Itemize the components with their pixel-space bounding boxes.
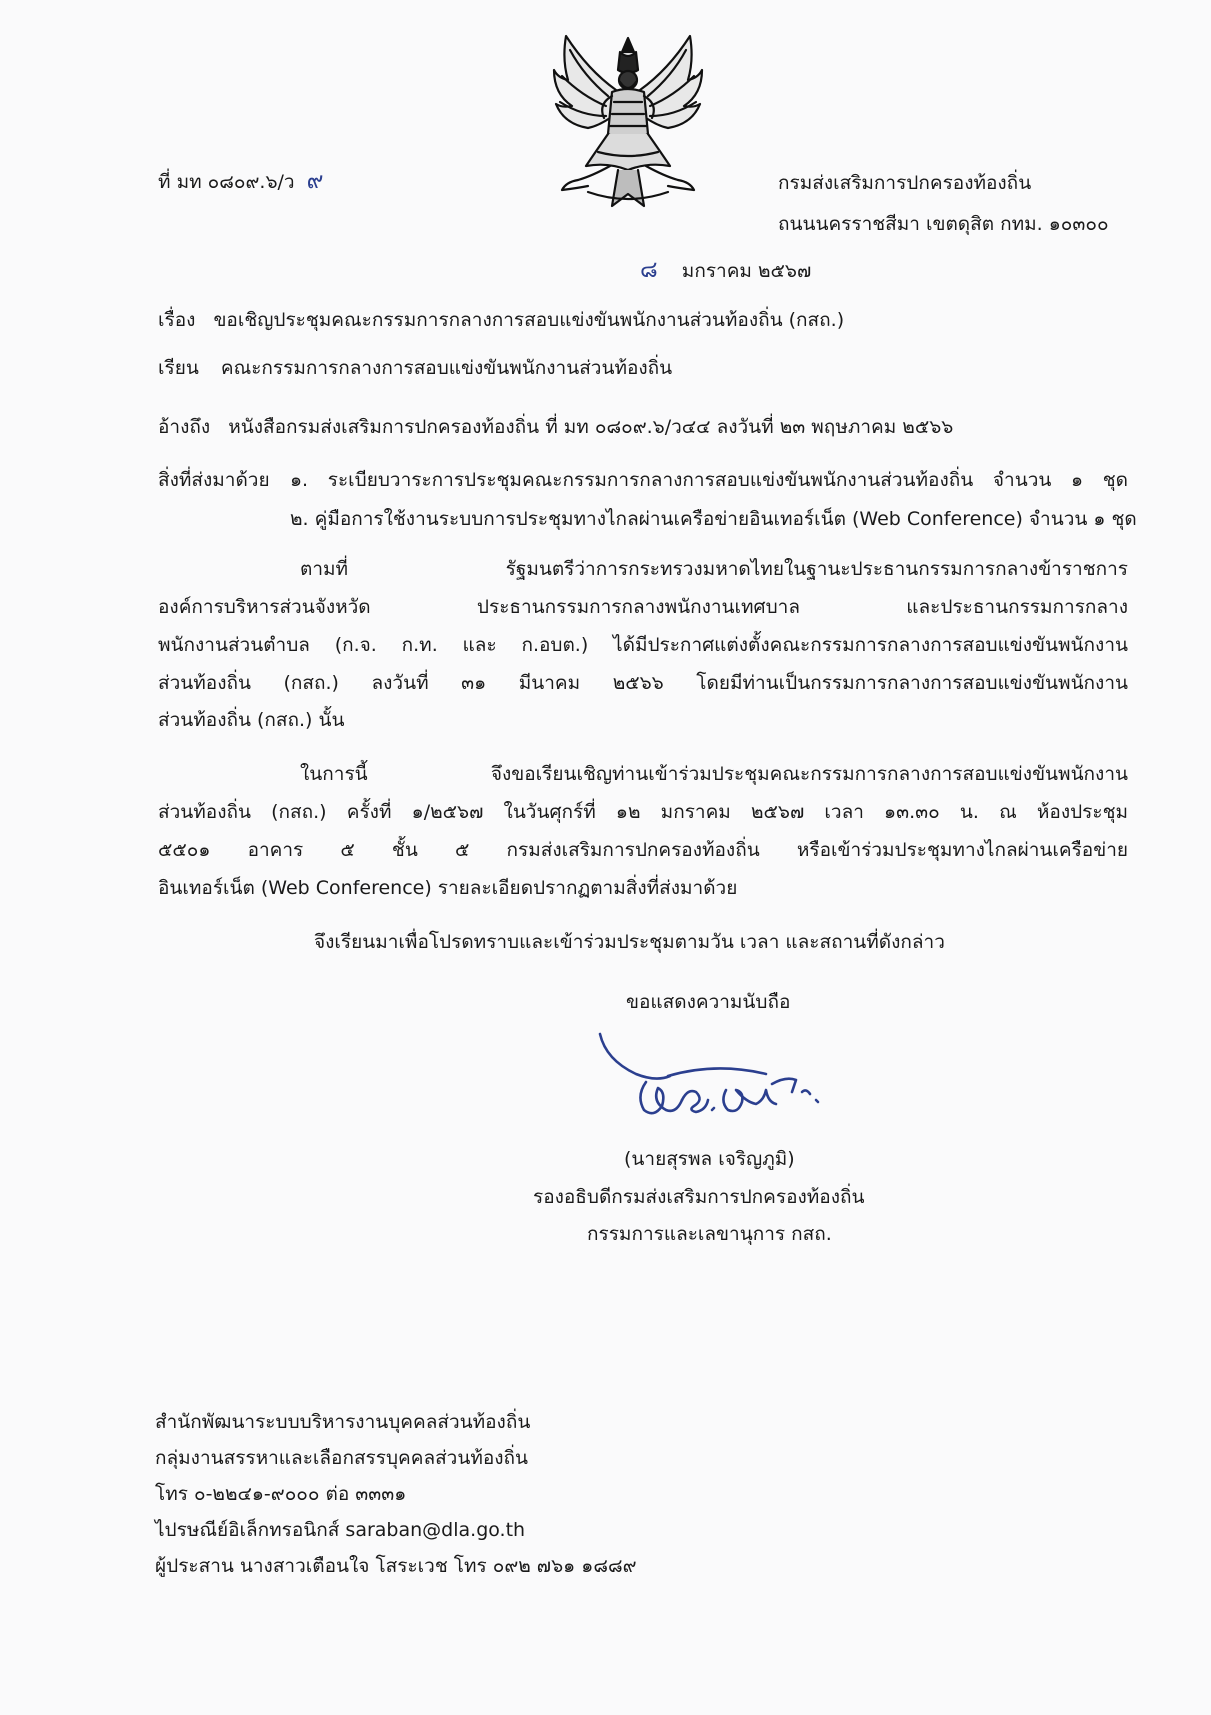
org-name: กรมส่งเสริมการปกครองท้องถิ่น [778, 172, 1032, 194]
reference-label: อ้างถึง [158, 416, 211, 438]
subject-line [158, 308, 844, 334]
footer-group: กลุ่มงานสรรหาและเลือกสรรบุคคลส่วนท้องถิ่น [155, 1447, 529, 1469]
paragraph-1-line: ตามที่ รัฐมนตรีว่าการกระทรวงมหาดไทยในฐานะประธานกรรมการกลางข้าราชการ [300, 558, 1128, 580]
subject-label: เรื่อง [158, 309, 196, 331]
recipient-line [158, 356, 672, 382]
garuda-emblem-icon [548, 30, 708, 215]
signer-position: รองอธิบดีกรมส่งเสริมการปกครองท้องถิ่น [533, 1186, 865, 1208]
letter-date [640, 255, 811, 286]
handwritten-signature-icon [596, 1030, 836, 1120]
org-address: ถนนนครราชสีมา เขตดุสิต กทม. ๑๐๓๐๐ [778, 213, 1109, 235]
signer-role: กรรมการและเลขานุการ กสถ. [587, 1223, 832, 1245]
reference-number [158, 166, 324, 197]
paragraph-1-line: พนักงานส่วนตำบล (ก.จ. ก.ท. และ ก.อบต.) ได้มีประกาศแต่งตั้งคณะกรรมการกลางการสอบแข่งขันพนักงาน [158, 634, 1128, 656]
paragraph-2-line: ส่วนท้องถิ่น (กสถ.) ครั้งที่ ๑/๒๕๖๗ ในวันศุกร์ที่ ๑๒ มกราคม ๒๕๖๗ เวลา ๑๓.๓๐ น. ณ ห้องประชุม [158, 801, 1128, 823]
enclosure-item: ๑. ระเบียบวาระการประชุมคณะกรรมการกลางการสอบแข่งขันพนักงานส่วนท้องถิ่น จำนวน ๑ ชุด [290, 469, 1128, 491]
recipient-label: เรียน [158, 357, 199, 379]
paragraph-3: จึงเรียนมาเพื่อโปรดทราบและเข้าร่วมประชุมตามวัน เวลา และสถานที่ดังกล่าว [314, 931, 945, 953]
footer-email: ไปรษณีย์อิเล็กทรอนิกส์ saraban@dla.go.th [155, 1519, 526, 1541]
reference-number-handwritten: ๙ [306, 168, 324, 194]
paragraph-1-line: ส่วนท้องถิ่น (กสถ.) ลงวันที่ ๓๑ มีนาคม ๒๕๖๖ โดยมีท่านเป็นกรรมการกลางการสอบแข่งขันพนักงาน [158, 672, 1128, 694]
recipient-text: คณะกรรมการกลางการสอบแข่งขันพนักงานส่วนท้องถิ่น [220, 357, 673, 379]
paragraph-2-line: อินเทอร์เน็ต (Web Conference) รายละเอียดปรากฏตามสิ่งที่ส่งมาด้วย [158, 877, 738, 899]
date-month-year: มกราคม ๒๕๖๗ [681, 260, 812, 282]
closing: ขอแสดงความนับถือ [626, 991, 791, 1013]
footer-coordinator: ผู้ประสาน นางสาวเตือนใจ โสระเวช โทร ๐๙๒ ๗๖๑ ๑๘๘๙ [155, 1555, 637, 1577]
enclosure-item: ๒. คู่มือการใช้งานระบบการประชุมทางไกลผ่านเครือข่ายอินเทอร์เน็ต (Web Conference) จำนวน ๑ ชุด [290, 508, 1137, 530]
reference-line [158, 415, 953, 441]
paragraph-1-line: ส่วนท้องถิ่น (กสถ.) นั้น [158, 709, 345, 731]
paragraph-1-line: องค์การบริหารส่วนจังหวัด ประธานกรรมการกลางพนักงานเทศบาล และประธานกรรมการกลาง [158, 596, 1128, 618]
signer-name: (นายสุรพล เจริญภูมิ) [624, 1148, 795, 1170]
reference-number-printed: ที่ มท ๐๘๐๙.๖/ว [158, 171, 295, 193]
date-day-handwritten: ๘ [640, 257, 658, 283]
enclosures-label: สิ่งที่ส่งมาด้วย [158, 469, 270, 491]
reference-text: หนังสือกรมส่งเสริมการปกครองท้องถิ่น ที่ มท ๐๘๐๙.๖/ว๔๔ ลงวันที่ ๒๓ พฤษภาคม ๒๕๖๖ [228, 416, 954, 438]
paragraph-2-line: ๕๕๐๑ อาคาร ๕ ชั้น ๕ กรมส่งเสริมการปกครองท้องถิ่น หรือเข้าร่วมประชุมทางไกลผ่านเครือข่าย [158, 839, 1128, 861]
footer-office: สำนักพัฒนาระบบบริหารงานบุคคลส่วนท้องถิ่น [155, 1411, 531, 1433]
footer-phone: โทร ๐-๒๒๔๑-๙๐๐๐ ต่อ ๓๓๓๑ [155, 1483, 407, 1505]
subject-text: ขอเชิญประชุมคณะกรรมการกลางการสอบแข่งขันพนักงานส่วนท้องถิ่น (กสถ.) [213, 309, 845, 331]
paragraph-2-line: ในการนี้ จึงขอเรียนเชิญท่านเข้าร่วมประชุมคณะกรรมการกลางการสอบแข่งขันพนักงาน [300, 763, 1128, 785]
